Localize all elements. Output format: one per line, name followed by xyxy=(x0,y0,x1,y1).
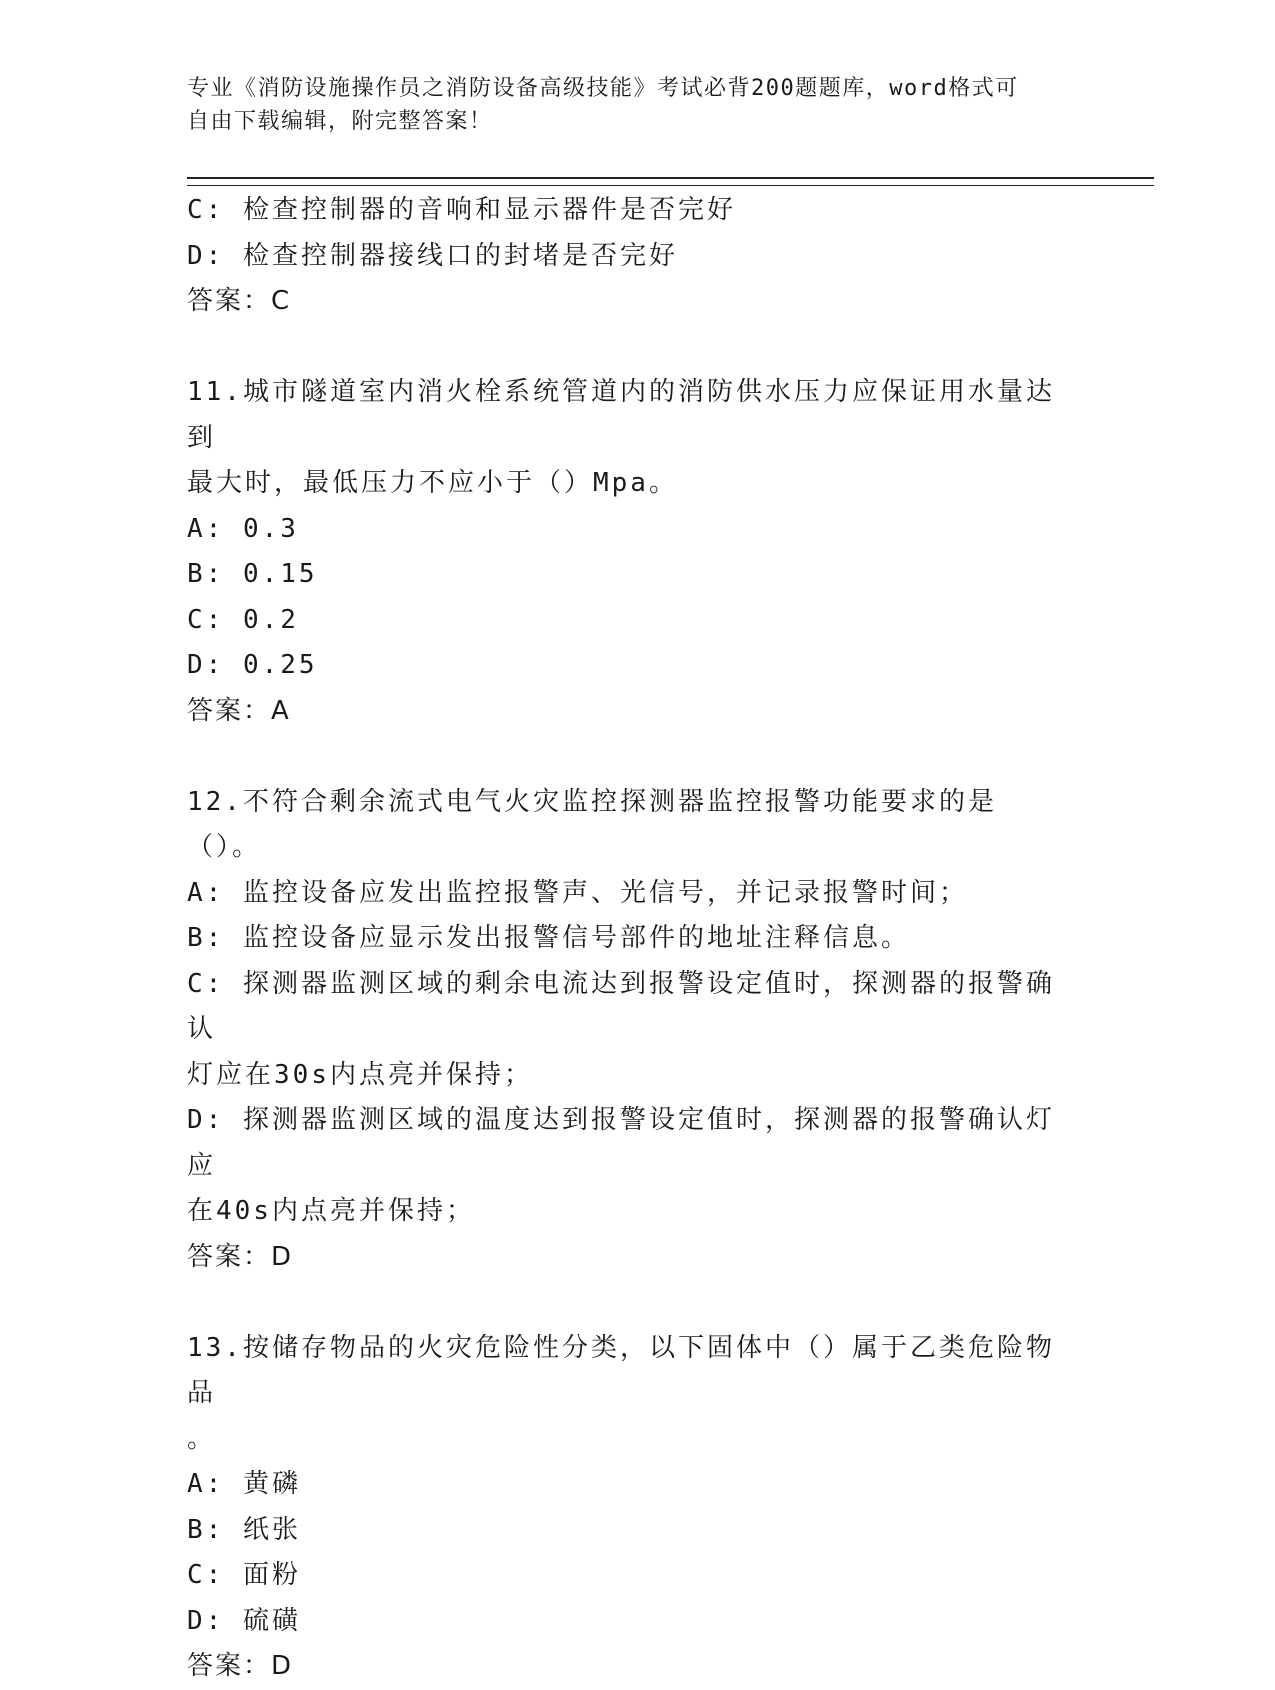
option-b: B: 监控设备应显示发出报警信号部件的地址注释信息。 xyxy=(187,923,910,953)
option-b: B: 纸张 xyxy=(187,1514,301,1545)
option-d-continued: 在40s内点亮并保持； xyxy=(187,1196,475,1226)
option-d: D: 0.25 xyxy=(187,650,318,680)
question-10-tail xyxy=(187,188,1067,325)
question-stem-continued: 。 xyxy=(187,1423,217,1454)
option-d: D: 检查控制器接线口的封堵是否完好 xyxy=(187,240,678,271)
option-a: A: 0.3 xyxy=(187,513,299,544)
option-a: A: 监控设备应发出监控报警声、光信号，并记录报警时间； xyxy=(187,877,968,908)
option-a: A: 黄磷 xyxy=(187,1469,301,1499)
page-header xyxy=(187,72,1067,138)
question-stem: 11.城市隧道室内消火栓系统管道内的消防供水压力应保证用水量达到 xyxy=(187,377,1055,453)
answer-label: 答案：D xyxy=(187,1651,294,1681)
header-title-line-2: 自由下载编辑，附完整答案！ xyxy=(187,109,493,134)
header-title-line-1: 专业《消防设施操作员之消防设备高级技能》考试必背200题题库，word格式可 xyxy=(187,76,1019,101)
spacer xyxy=(187,734,1067,780)
option-b: B: 0.15 xyxy=(187,559,318,589)
answer-label: 答案：D xyxy=(187,1241,294,1272)
option-c: C: 检查控制器的音响和显示器件是否完好 xyxy=(187,195,736,225)
header-divider xyxy=(187,177,1154,186)
question-stem: 13.按储存物品的火灾危险性分类，以下固体中（）属于乙类危险物品 xyxy=(187,1332,1055,1408)
question-13 xyxy=(187,1326,1067,1690)
question-stem-continued: 最大时，最低压力不应小于（）Mpa。 xyxy=(187,468,678,498)
option-c: C: 探测器监测区域的剩余电流达到报警设定值时，探测器的报警确认 xyxy=(187,968,1055,1044)
option-c: C: 面粉 xyxy=(187,1560,301,1590)
option-c: C: 0.2 xyxy=(187,604,299,635)
spacer xyxy=(187,1280,1067,1326)
option-c-continued: 灯应在30s内点亮并保持； xyxy=(187,1059,533,1090)
question-content xyxy=(187,188,1067,1690)
question-stem: 12.不符合剩余流式电气火灾监控探测器监控报警功能要求的是（）。 xyxy=(187,786,997,862)
option-d: D: 硫磺 xyxy=(187,1605,301,1636)
spacer xyxy=(187,325,1067,371)
option-d: D: 探测器监测区域的温度达到报警设定值时，探测器的报警确认灯应 xyxy=(187,1105,1055,1181)
question-11 xyxy=(187,370,1067,734)
answer-label: 答案：A xyxy=(187,695,291,726)
question-12 xyxy=(187,780,1067,1281)
answer-label: 答案：C xyxy=(187,286,292,316)
